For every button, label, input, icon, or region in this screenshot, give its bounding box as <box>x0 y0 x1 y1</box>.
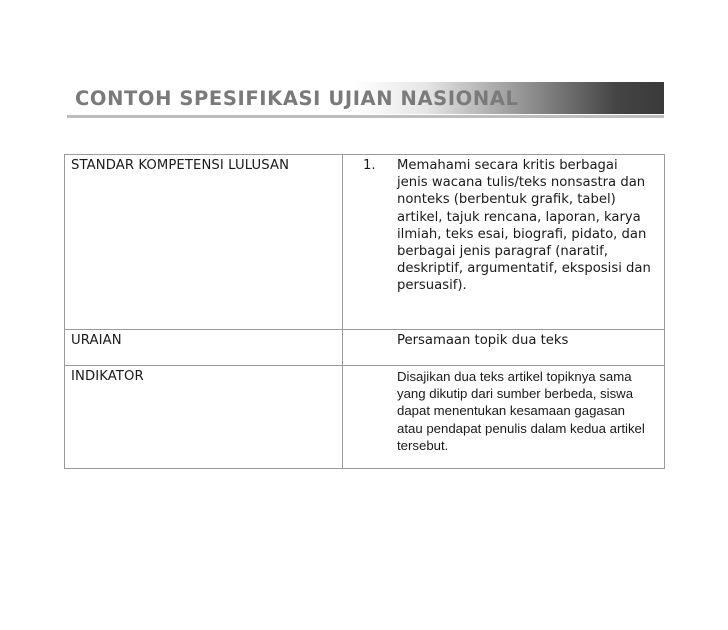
table-row-standar <box>65 155 665 330</box>
table-row-indikator <box>65 366 665 469</box>
page-title: CONTOH SPESIFIKASI UJIAN NASIONAL <box>75 87 519 110</box>
row-label-cell <box>65 155 343 330</box>
row-content: Persamaan topik dua teks <box>397 333 569 348</box>
row-content: Memahami secara kritis berbagai jenis wacana tulis/teks nonsastra dan nonteks (berbentuk grafik, tabel) artikel, tajuk rencana, laporan, karya ilmiah, teks esai, biografi, pidato, dan berbagai jenis paragraf (naratif, deskriptif, argumentatif, eksposisi dan persuasif). <box>397 158 651 294</box>
row-content: Disajikan dua teks artikel topiknya sama yang dikutip dari sumber berbeda, siswa dapat menentukan kesamaan gagasan atau pendapat penulis dalam kedua artikel tersebut. <box>397 369 645 453</box>
row-content-cell <box>343 155 665 330</box>
row-label: INDIKATOR <box>71 369 144 384</box>
title-underline <box>67 115 664 118</box>
row-content-cell <box>343 366 665 469</box>
row-label-cell <box>65 330 343 366</box>
row-content-cell <box>343 330 665 366</box>
table-row-uraian <box>65 330 665 366</box>
title-banner <box>67 82 664 114</box>
row-label-cell <box>65 366 343 469</box>
item-number: 1. <box>363 158 376 173</box>
specification-table <box>64 154 665 469</box>
row-label: URAIAN <box>71 333 122 348</box>
row-label: STANDAR KOMPETENSI LULUSAN <box>71 158 290 173</box>
